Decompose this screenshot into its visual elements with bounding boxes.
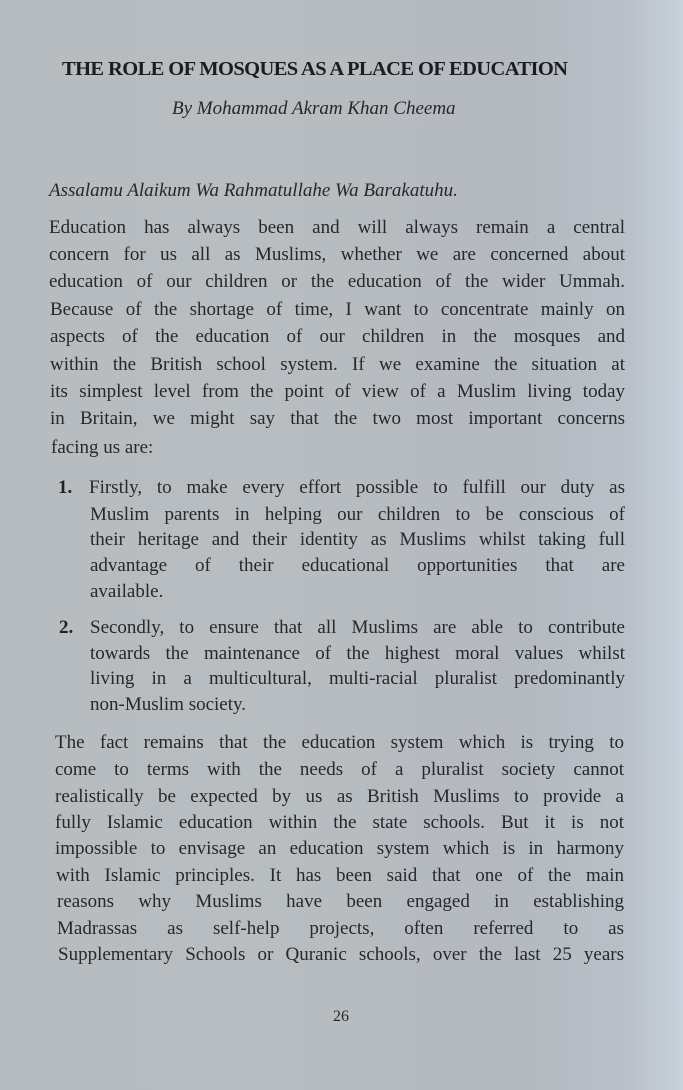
text-line: reasons why Muslims have been engaged in establishing <box>57 891 624 912</box>
text-line: its simplest level from the point of view of a Muslim living today <box>50 381 625 402</box>
text-line: living in a multicultural, multi-racial pluralist predominantly <box>90 668 625 689</box>
text-line: Education has always been and will always remain a central <box>49 217 625 238</box>
text-line: in Britain, we might say that the two most important concerns <box>50 408 625 429</box>
text-line: impossible to envisage an education system which is in harmony <box>55 838 624 859</box>
text-line: their heritage and their identity as Muslims whilst taking full <box>90 529 625 550</box>
text-line: Supplementary Schools or Quranic schools, over the last 25 years <box>58 944 624 965</box>
list-number: 1. <box>58 477 73 498</box>
page-number: 26 <box>333 1008 349 1025</box>
text-line: Because of the shortage of time, I want to concentrate mainly on <box>50 299 625 320</box>
text-line: advantage of their educational opportunities that are <box>90 555 625 576</box>
text-line: Muslim parents in helping our children to be conscious of <box>90 504 625 525</box>
text-line: available. <box>90 581 164 602</box>
text-line: Firstly, to make every effort possible to fulfill our duty as <box>89 477 625 498</box>
text-line: with Islamic principles. It has been said that one of the main <box>56 865 624 886</box>
text-line: within the British school system. If we examine the situation at <box>50 354 625 375</box>
text-line: facing us are: <box>51 437 154 458</box>
page-title: THE ROLE OF MOSQUES AS A PLACE OF EDUCATION <box>62 58 568 80</box>
text-line: towards the maintenance of the highest moral values whilst <box>90 643 625 664</box>
text-line: concern for us all as Muslims, whether we are concerned about <box>49 244 625 265</box>
list-number: 2. <box>59 617 74 638</box>
text-line: Secondly, to ensure that all Muslims are able to contribute <box>90 617 625 638</box>
text-line: aspects of the education of our children in the mosques and <box>50 326 625 347</box>
text-line: non-Muslim society. <box>90 694 247 715</box>
text-line: The fact remains that the education system which is trying to <box>55 732 624 753</box>
text-line: education of our children or the education of the wider Ummah. <box>49 271 625 292</box>
text-line: realistically be expected by us as British Muslims to provide a <box>55 786 624 807</box>
text-line: fully Islamic education within the state schools. But it is not <box>55 812 624 833</box>
greeting: Assalamu Alaikum Wa Rahmatullahe Wa Barakatuhu. <box>49 180 458 201</box>
author-byline: By Mohammad Akram Khan Cheema <box>172 98 456 119</box>
text-line: come to terms with the needs of a pluralist society cannot <box>55 759 624 780</box>
text-line: Madrassas as self-help projects, often referred to as <box>57 918 624 939</box>
